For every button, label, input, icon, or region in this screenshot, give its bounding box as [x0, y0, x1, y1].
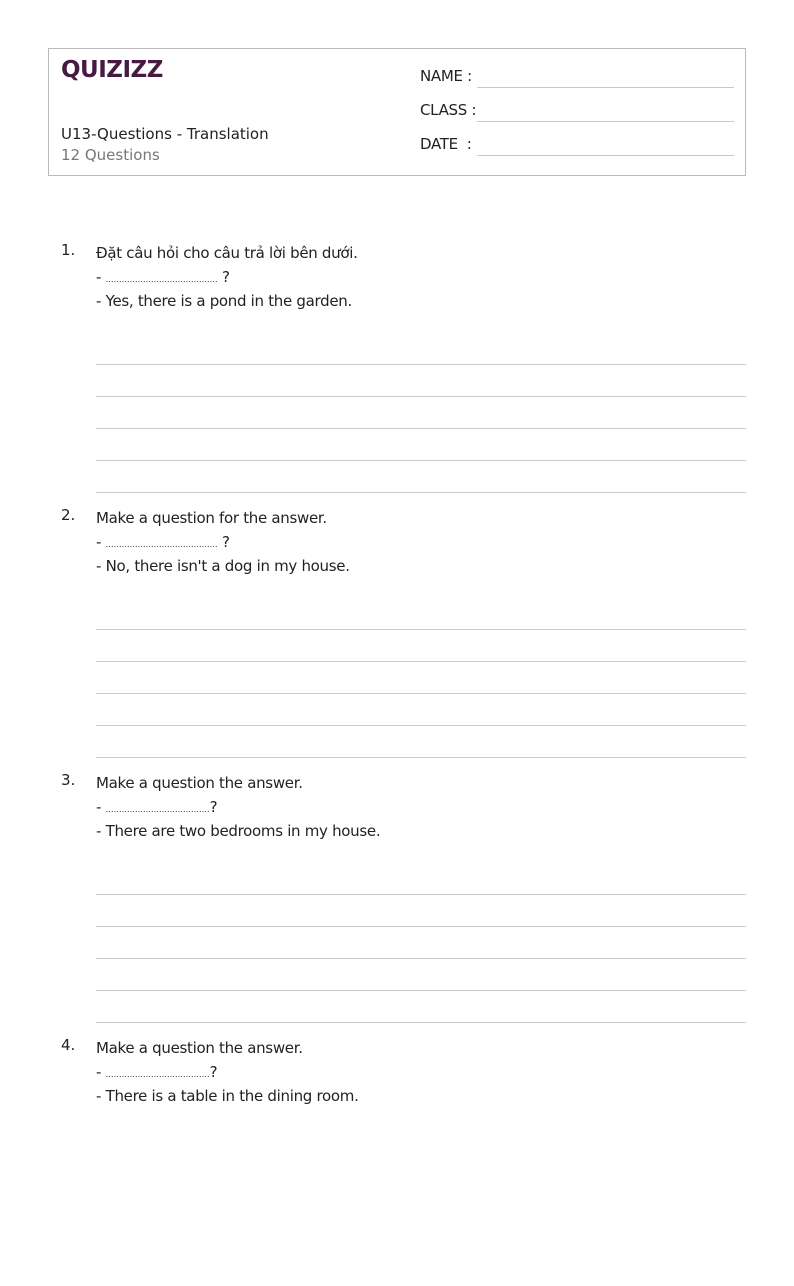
answer-line[interactable]	[96, 461, 746, 493]
question-count: 12 Questions	[61, 146, 160, 164]
blank-prefix: -	[96, 798, 106, 816]
class-input[interactable]	[477, 121, 734, 122]
answer-line[interactable]	[96, 365, 746, 397]
answer-line[interactable]	[96, 895, 746, 927]
answer-line[interactable]	[96, 429, 746, 461]
blank-dots: …………………………………	[105, 805, 210, 814]
question-answer: - No, there isn't a dog in my house.	[96, 557, 350, 575]
worksheet-title: U13-Questions - Translation	[61, 125, 269, 143]
question-prompt: Make a question for the answer.	[96, 509, 327, 527]
name-field-row	[420, 67, 734, 89]
blank-suffix: ?	[209, 798, 218, 816]
question-blank	[96, 1060, 359, 1084]
date-label: DATE :	[420, 135, 472, 153]
class-label: CLASS :	[420, 101, 477, 119]
question-4	[0, 1036, 794, 1286]
blank-suffix: ?	[209, 1063, 218, 1081]
question-prompt: Make a question the answer.	[96, 774, 303, 792]
blank-prefix: -	[96, 1063, 106, 1081]
worksheet-header	[48, 48, 746, 176]
question-blank	[96, 530, 350, 554]
date-field-row	[420, 135, 734, 157]
question-body	[96, 1036, 359, 1108]
question-answer: - There are two bedrooms in my house.	[96, 822, 381, 840]
answer-line[interactable]	[96, 694, 746, 726]
question-number: 3.	[61, 771, 76, 789]
answer-line[interactable]	[96, 991, 746, 1023]
question-prompt: Make a question the answer.	[96, 1039, 303, 1057]
answer-line[interactable]	[96, 662, 746, 694]
question-blank	[96, 795, 380, 819]
blank-suffix: ?	[217, 533, 230, 551]
blank-prefix: -	[96, 533, 106, 551]
answer-line[interactable]	[96, 863, 746, 895]
question-2	[0, 506, 794, 756]
answer-line[interactable]	[96, 927, 746, 959]
answer-line[interactable]	[96, 397, 746, 429]
quizizz-logo: QUIZIZZ	[61, 57, 163, 83]
question-blank	[96, 265, 358, 289]
question-body	[96, 771, 380, 843]
question-answer: - There is a table in the dining room.	[96, 1087, 359, 1105]
question-number: 2.	[61, 506, 76, 524]
blank-suffix: ?	[217, 268, 230, 286]
blank-dots: …………………………………	[105, 1070, 210, 1079]
question-body	[96, 506, 350, 578]
answer-area[interactable]	[96, 333, 746, 493]
question-body	[96, 241, 358, 313]
blank-dots: ……………………………………	[105, 275, 218, 284]
question-number: 1.	[61, 241, 76, 259]
name-input[interactable]	[477, 87, 734, 88]
answer-area[interactable]	[96, 863, 746, 1023]
answer-area[interactable]	[96, 598, 746, 758]
answer-line[interactable]	[96, 630, 746, 662]
answer-line[interactable]	[96, 598, 746, 630]
question-prompt: Đặt câu hỏi cho câu trả lời bên dưới.	[96, 244, 358, 262]
blank-prefix: -	[96, 268, 106, 286]
blank-dots: ……………………………………	[105, 540, 218, 549]
answer-line[interactable]	[96, 726, 746, 758]
answer-line[interactable]	[96, 959, 746, 991]
name-label: NAME :	[420, 67, 472, 85]
question-number: 4.	[61, 1036, 76, 1054]
question-3	[0, 771, 794, 1021]
question-answer: - Yes, there is a pond in the garden.	[96, 292, 352, 310]
date-input[interactable]	[477, 155, 734, 156]
answer-line[interactable]	[96, 333, 746, 365]
question-1	[0, 241, 794, 491]
class-field-row	[420, 101, 734, 123]
